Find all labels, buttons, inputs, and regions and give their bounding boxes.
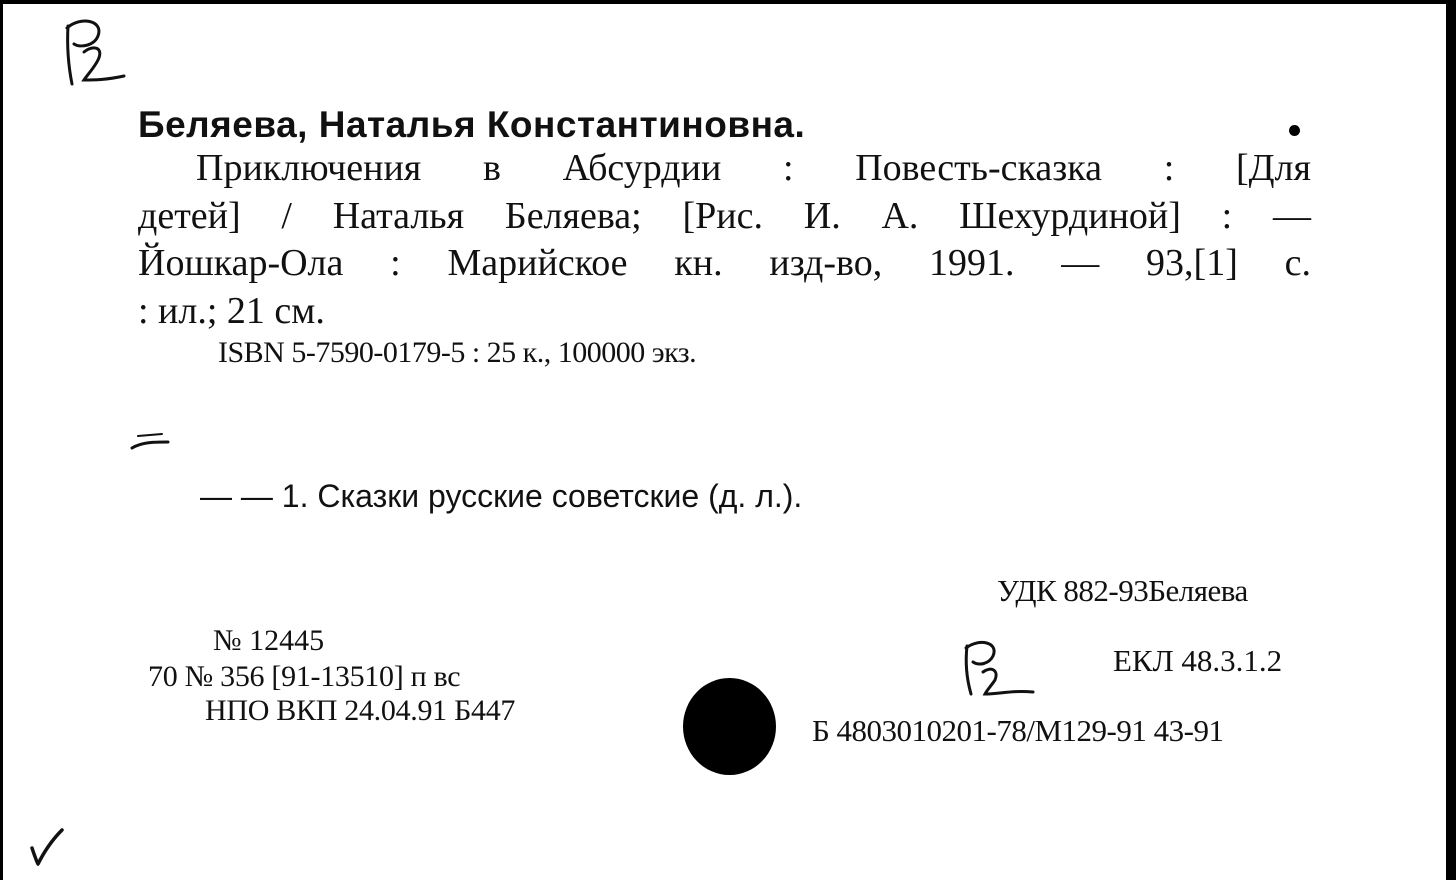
- check-mark-icon: [22, 824, 72, 874]
- description-line: Приключения в Абсурдии : Повесть-сказка : [Для: [196, 147, 1311, 189]
- ekl-classification: ЕКЛ 48.3.1.2: [1113, 643, 1283, 678]
- description-line: Йошкар-Ола : Марийское кн. изд-во, 1991. — 93,[1] с.: [138, 242, 1311, 284]
- bullet-dot: [1289, 125, 1300, 136]
- isbn-line: ISBN 5-7590-0179-5 : 25 к., 100000 экз.: [218, 336, 697, 369]
- author-heading: Беляева, Наталья Константиновна.: [138, 104, 806, 145]
- pen-mark: [128, 428, 178, 456]
- subject-tracing: — — 1. Сказки русские советские (д. л.).: [200, 478, 803, 514]
- handwritten-mark: [955, 636, 1040, 706]
- scan-edge-top: [0, 0, 1456, 4]
- card-number: № 12445: [213, 624, 325, 657]
- description-line: : ил.; 21 см.: [138, 290, 325, 332]
- npo-line: НПО ВКП 24.04.91 Б447: [205, 694, 516, 727]
- udc-classification: УДК 882-93Беляева: [997, 573, 1248, 608]
- order-line: 70 № 356 [91-13510] п вс: [148, 660, 461, 693]
- punched-hole: [683, 678, 776, 775]
- description-line: детей] / Наталья Беляева; [Рис. И. А. Шехурдиной] : —: [138, 195, 1311, 237]
- scan-edge-right: [1446, 0, 1456, 880]
- handwritten-shelf-mark: [58, 14, 138, 94]
- scan-edge-left: [0, 0, 3, 880]
- publisher-code: Б 4803010201-78/М129-91 43-91: [812, 713, 1224, 748]
